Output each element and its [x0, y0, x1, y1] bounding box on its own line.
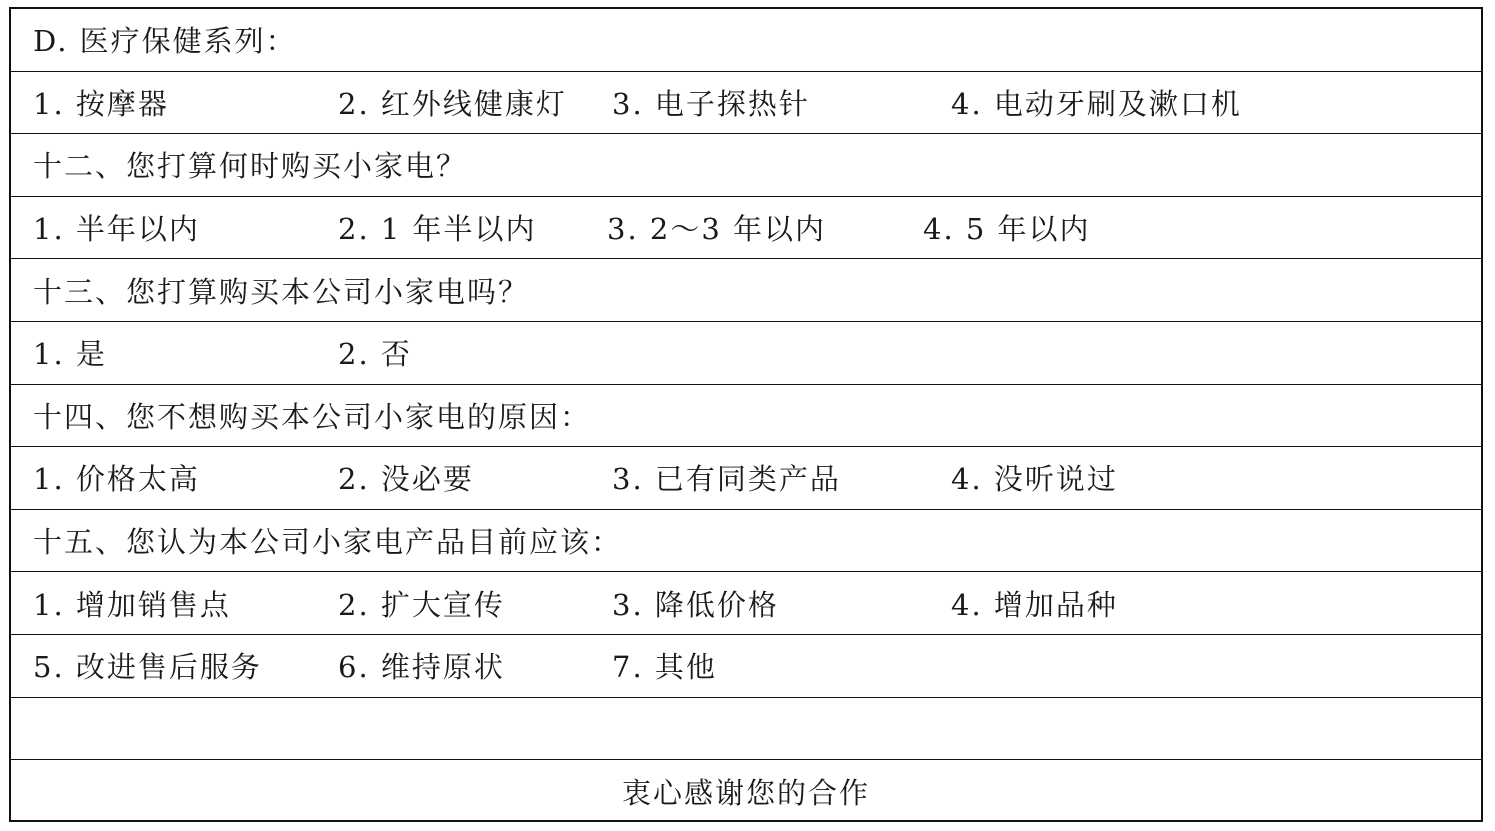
question-12-heading	[11, 134, 1481, 197]
option-no[interactable]: 2. 否	[338, 337, 412, 372]
question-text: 十三、您打算购买本公司小家电吗？	[33, 274, 530, 309]
question-text: 十五、您认为本公司小家电产品目前应该：	[33, 525, 623, 560]
option-within-2-3-years[interactable]: 3. 2～3 年以内	[607, 212, 827, 247]
option-within-1-5-years[interactable]: 2. 1 年半以内	[338, 212, 537, 247]
question-text: 十四、您不想购买本公司小家电的原因：	[33, 399, 592, 434]
thank-you-text: 衷心感谢您的合作	[621, 775, 870, 810]
suggestion-options-row-1	[11, 572, 1481, 635]
option-massager[interactable]: 1. 按摩器	[33, 86, 169, 121]
question-15-heading	[11, 510, 1481, 573]
purchase-intent-options-row	[11, 322, 1481, 385]
reason-options-row	[11, 447, 1481, 510]
option-within-5-years[interactable]: 4. 5 年以内	[923, 212, 1091, 247]
purchase-time-options-row	[11, 197, 1481, 260]
suggestion-options-row-2	[11, 635, 1481, 698]
option-other[interactable]: 7. 其他	[612, 650, 717, 685]
option-never-heard[interactable]: 4. 没听说过	[951, 462, 1118, 497]
option-electric-toothbrush[interactable]: 4. 电动牙刷及漱口机	[951, 86, 1242, 121]
section-heading-text: D. 医疗保健系列：	[33, 24, 297, 59]
option-not-necessary[interactable]: 2. 没必要	[338, 462, 474, 497]
option-electronic-thermometer[interactable]: 3. 电子探热针	[612, 86, 810, 121]
question-14-heading	[11, 385, 1481, 448]
survey-table	[9, 7, 1483, 822]
option-within-half-year[interactable]: 1. 半年以内	[33, 212, 200, 247]
question-13-heading	[11, 259, 1481, 322]
blank-row	[11, 698, 1481, 761]
question-text: 十二、您打算何时购买小家电？	[33, 149, 468, 184]
section-d-heading	[11, 9, 1481, 72]
option-more-promotion[interactable]: 2. 扩大宣传	[338, 587, 505, 622]
option-yes[interactable]: 1. 是	[33, 337, 107, 372]
option-lower-price[interactable]: 3. 降低价格	[612, 587, 779, 622]
medical-products-options-row	[11, 72, 1481, 135]
option-keep-as-is[interactable]: 6. 维持原状	[338, 650, 505, 685]
option-price-too-high[interactable]: 1. 价格太高	[33, 462, 200, 497]
option-infrared-lamp[interactable]: 2. 红外线健康灯	[338, 86, 567, 121]
option-more-sales-points[interactable]: 1. 增加销售点	[33, 587, 231, 622]
option-already-own-similar[interactable]: 3. 已有同类产品	[612, 462, 841, 497]
thank-you-row	[11, 760, 1481, 823]
option-more-varieties[interactable]: 4. 增加品种	[951, 587, 1118, 622]
option-improve-after-sales[interactable]: 5. 改进售后服务	[33, 650, 262, 685]
